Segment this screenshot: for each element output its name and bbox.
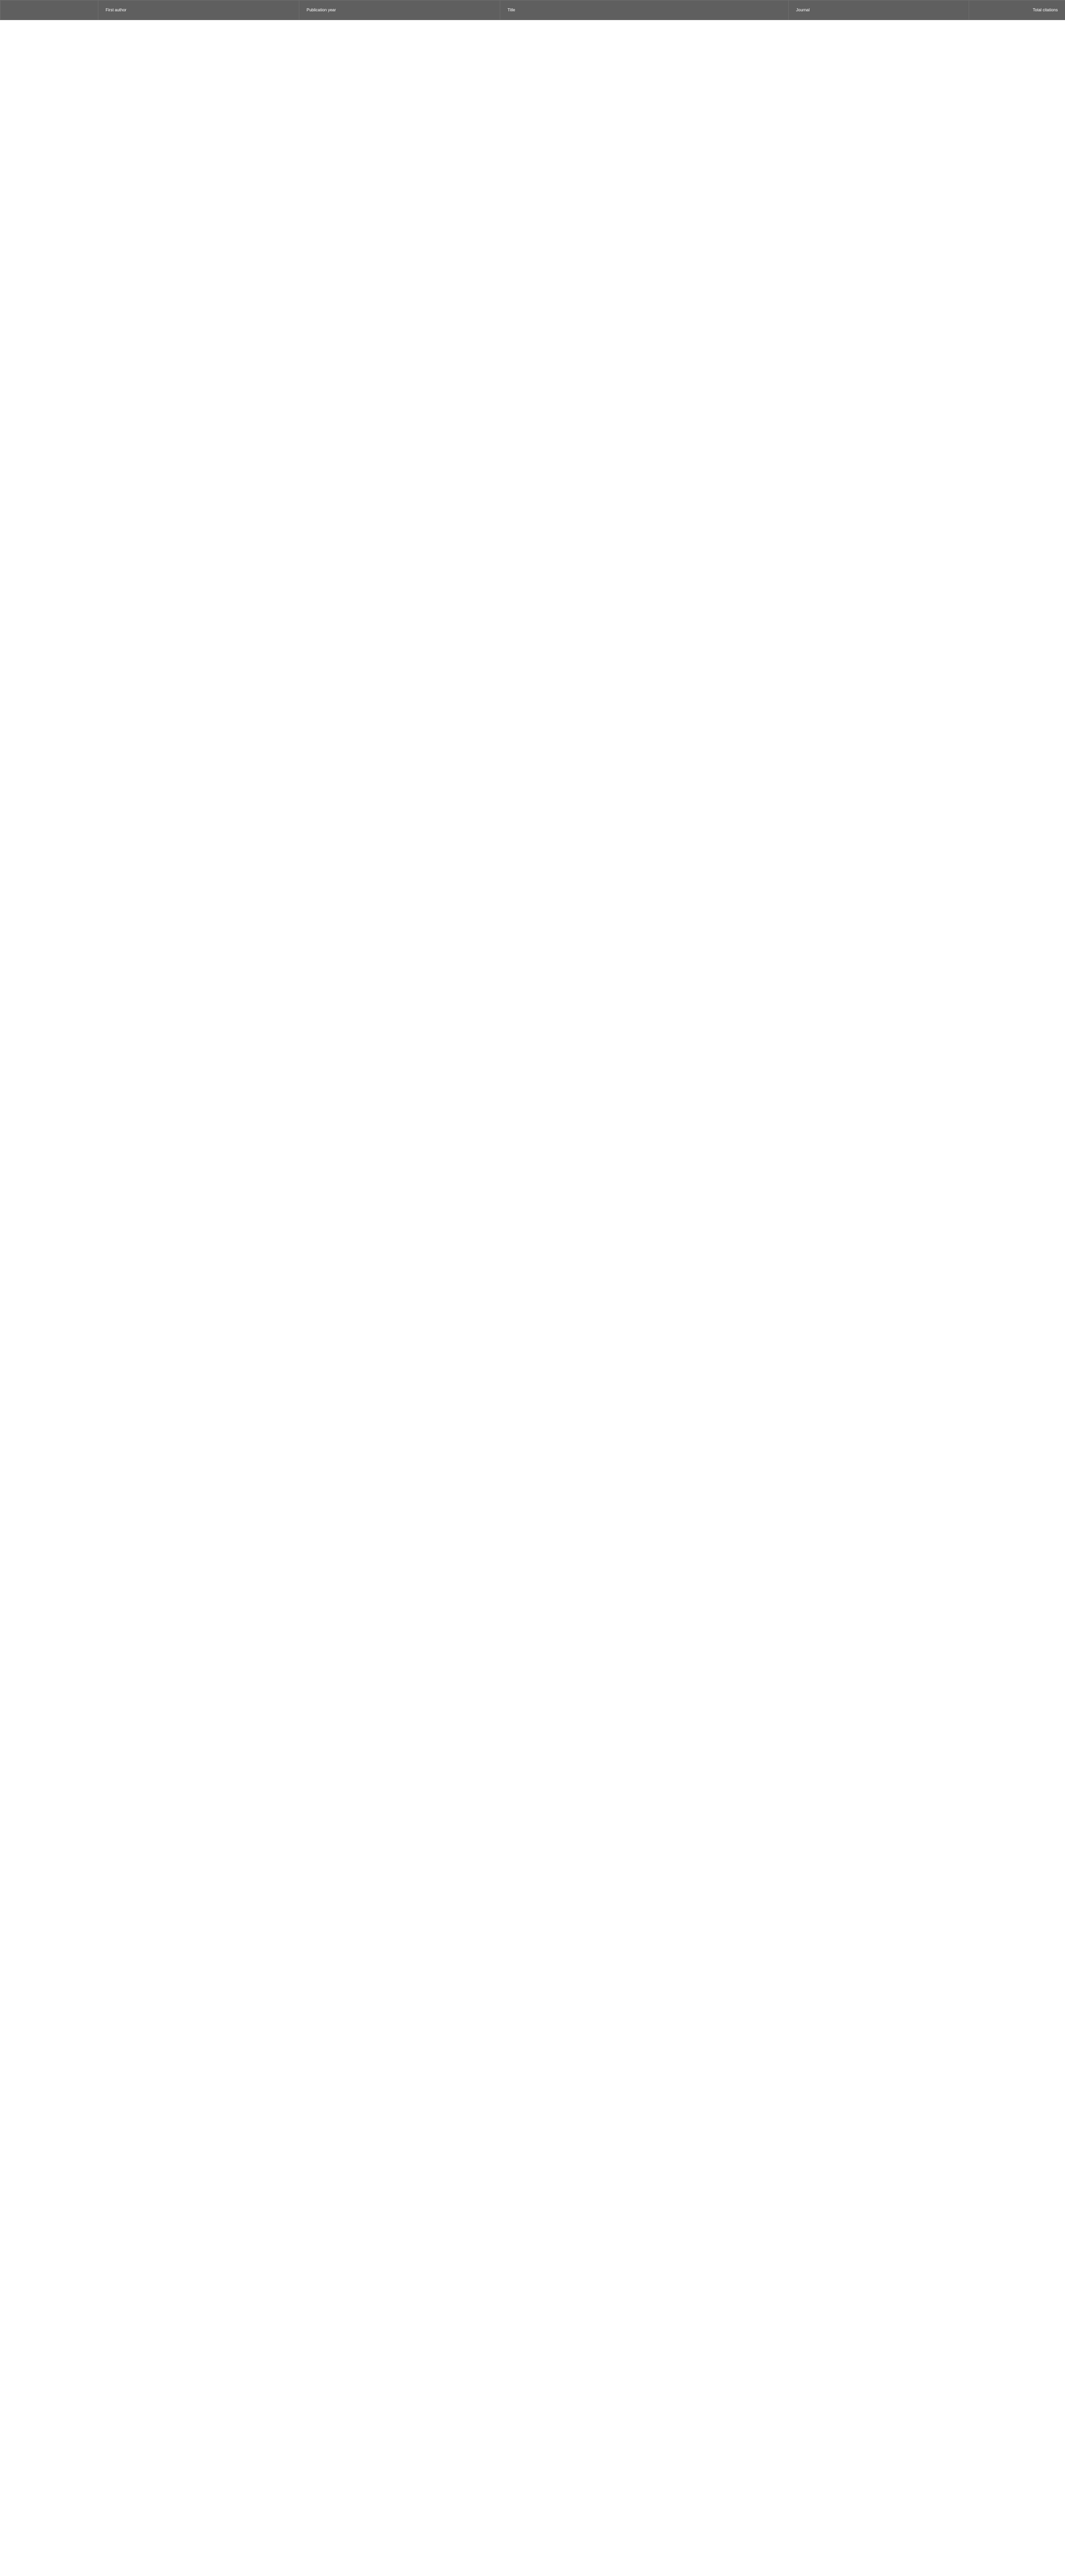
header-rank bbox=[1, 1, 98, 20]
header-journal: Journal bbox=[789, 1, 969, 20]
table-header-row bbox=[1, 1, 1065, 20]
citations-table bbox=[0, 0, 1065, 20]
header-publication-year: Publication year bbox=[299, 1, 500, 20]
header-first-author: First author bbox=[98, 1, 299, 20]
header-title: Title bbox=[500, 1, 789, 20]
header-total-citations: Total citations bbox=[969, 1, 1065, 20]
